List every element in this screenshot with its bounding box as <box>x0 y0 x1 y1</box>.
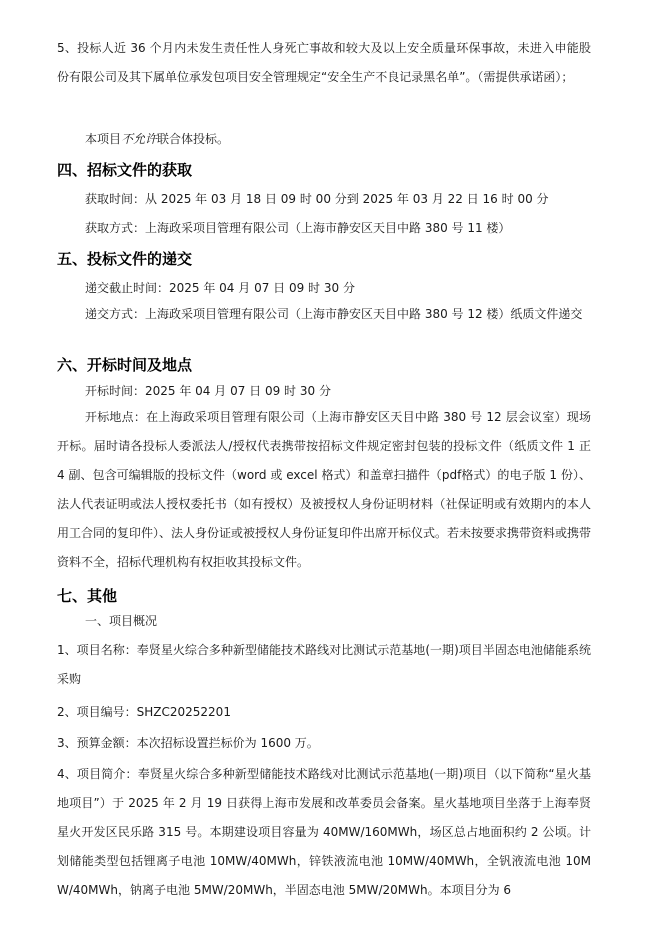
consortium-statement <box>57 125 591 154</box>
qualification-item-5: 5、投标人近 36 个月内未发生责任性人身死亡事故和较大及以上安全质量环保事故，未进入申能股份有限公司及其下属单位承发包项目安全管理规定“安全生产不良记录黑名单”。（需提供承诺函）； <box>57 41 591 84</box>
submission-method: 递交方式：上海政采项目管理有限公司（上海市静安区天目中路 380 号 12 楼）纸质文件递交 <box>85 307 583 321</box>
consortium-emphasis: 不允许 <box>121 132 158 146</box>
acquisition-method: 获取方式：上海政采项目管理有限公司（上海市静安区天目中路 380 号 11 楼） <box>85 221 511 235</box>
consortium-prefix: 本项目 <box>85 132 122 146</box>
project-introduction: 4、项目简介：奉贤星火综合多种新型储能技术路线对比测试示范基地(一期)项目（以下简称“星火基地项目”）于 2025 年 2 月 19 日获得上海市发展和改革委员会备案。星火基地项目坐落于上海奉贤星火开发区民乐路 315 号。本期建设项目容量为 40MW/160MWh，场区总占地面积约 2 公顷。计划储能类型包括锂离子电池 10MW/40MWh，锌铁液流电池 10MW/40MWh，全钒液流电池 10MW/40MWh，钠离子电池 5MW/20MWh，半固态电池 5MW/20MWh。本项目分为 6 <box>57 767 591 897</box>
submission-deadline: 递交截止时间：2025 年 04 月 07 日 09 时 30 分 <box>85 281 355 295</box>
section-7-heading: 七、其他 <box>57 587 118 605</box>
consortium-suffix: 联合体投标。 <box>157 132 230 146</box>
section-4-heading: 四、招标文件的获取 <box>57 161 193 179</box>
project-number: 2、项目编号：SHZC20252201 <box>57 705 231 719</box>
section-6-heading: 六、开标时间及地点 <box>57 356 193 374</box>
opening-time: 开标时间：2025 年 04 月 07 日 09 时 30 分 <box>85 384 331 398</box>
project-overview-subheading: 一、项目概况 <box>85 614 158 628</box>
budget-amount: 3、预算金额：本次招标设置拦标价为 1600 万。 <box>57 736 319 750</box>
section-5-heading: 五、投标文件的递交 <box>57 250 193 268</box>
project-name: 1、项目名称：奉贤星火综合多种新型储能技术路线对比测试示范基地(一期)项目半固态电池储能系统采购 <box>57 643 591 686</box>
opening-place: 开标地点：在上海政采项目管理有限公司（上海市静安区天目中路 380 号 12 层会议室）现场开标。届时请各投标人委派法人/授权代表携带按招标文件规定密封包装的投标文件（纸质文件 1 正 4 副、包含可编辑版的投标文件（word 或 excel 格式）和盖章扫描件（pdf格式）的电子版 1 份）、法人代表证明或法人授权委托书（如有授权）及被授权人身份证明材料（社保证明或有效期内的本人用工合同的复印件）、法人身份证或被授权人身份证复印件出席开标仪式。若未按要求携带资料或携带资料不全，招标代理机构有权拒收其投标文件。 <box>57 410 592 569</box>
acquisition-time: 获取时间：从 2025 年 03 月 18 日 09 时 00 分到 2025 年 03 月 22 日 16 时 00 分 <box>85 192 549 206</box>
